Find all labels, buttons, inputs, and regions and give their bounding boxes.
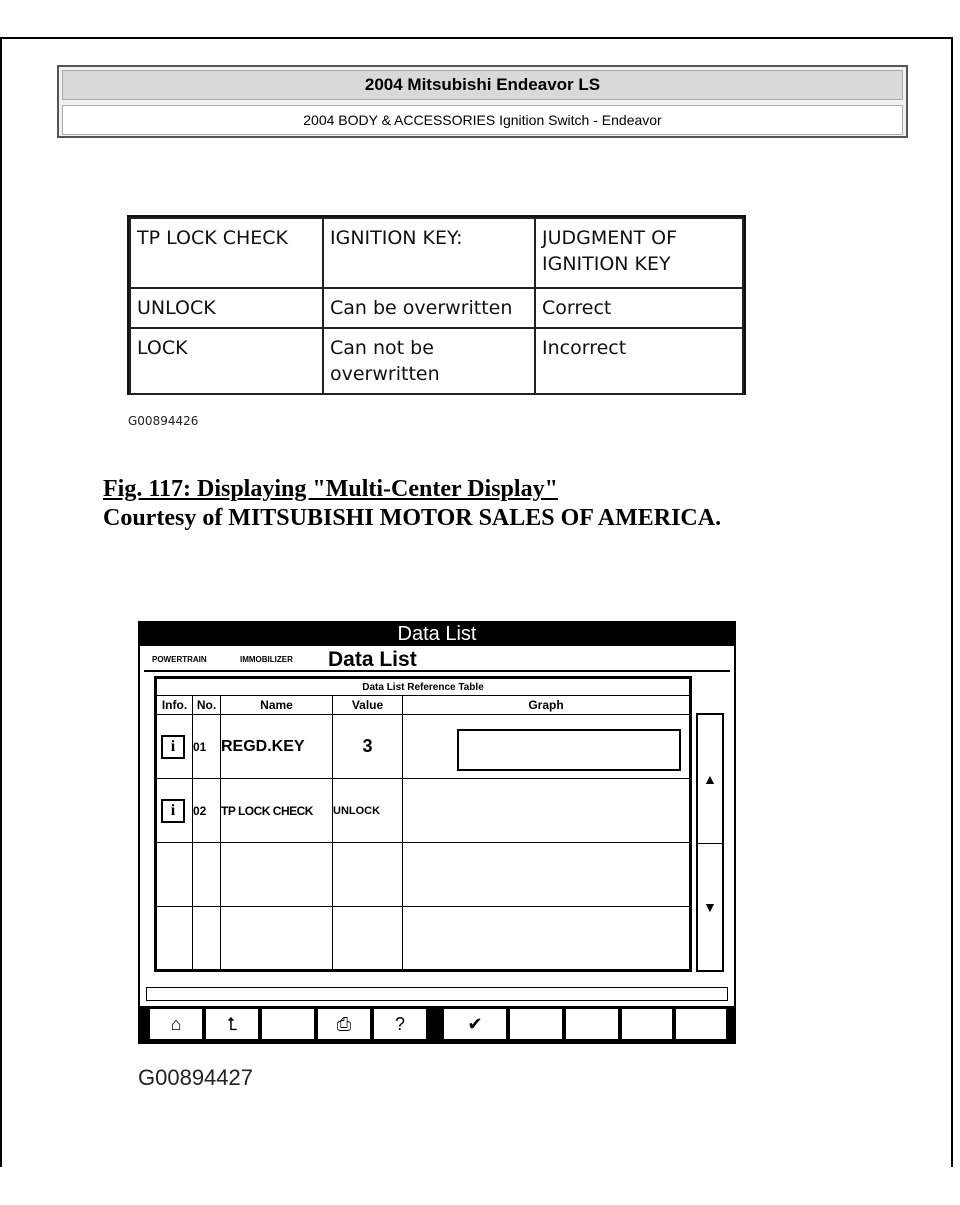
column-header-no: No. (193, 696, 221, 715)
data-list-screen (138, 621, 736, 1044)
home-icon[interactable]: ⌂ (150, 1009, 202, 1039)
back-icon[interactable]: ⮤ (206, 1009, 258, 1039)
figure-caption-title: Fig. 117: Displaying "Multi-Center Display" (103, 476, 558, 502)
column-header-graph: Graph (403, 696, 690, 715)
blank-button[interactable] (510, 1009, 562, 1039)
blank-button[interactable] (566, 1009, 618, 1039)
graph-box (457, 729, 681, 771)
info-icon[interactable]: i (161, 735, 185, 759)
table-header-tp-lock: TP LOCK CHECK (130, 218, 323, 288)
row-value: 3 (333, 715, 403, 779)
screen-title: Data List (140, 623, 734, 646)
figure-id: G00894426 (128, 414, 199, 428)
tab-immobilizer[interactable]: IMMOBILIZER (240, 655, 293, 664)
table-cell: LOCK (130, 328, 323, 394)
print-icon[interactable]: ⎙ (318, 1009, 370, 1039)
figure-id: G00894427 (138, 1065, 253, 1090)
table-cell: Can not be overwritten (323, 328, 535, 394)
table-cell: UNLOCK (130, 288, 323, 328)
table-cell: Can be overwritten (323, 288, 535, 328)
ignition-key-judgment-table (127, 215, 746, 395)
blank-button[interactable] (676, 1009, 726, 1039)
toolbar (140, 1006, 734, 1042)
blank-button[interactable] (262, 1009, 314, 1039)
graph-cell (403, 779, 690, 843)
table-cell: Correct (535, 288, 743, 328)
figure-caption-courtesy: Courtesy of MITSUBISHI MOTOR SALES OF AMERICA. (103, 505, 722, 531)
row-value: UNLOCK (333, 779, 403, 843)
table-cell: Incorrect (535, 328, 743, 394)
table-row (157, 843, 690, 907)
blank-button[interactable] (622, 1009, 672, 1039)
tab-powertrain[interactable]: POWERTRAIN (152, 655, 207, 664)
document-title: 2004 Mitsubishi Endeavor LS (62, 70, 903, 100)
row-name: TP LOCK CHECK (221, 779, 333, 843)
row-number: 01 (193, 715, 221, 779)
table-row (157, 715, 690, 779)
table-header-ignition-key: IGNITION KEY: (323, 218, 535, 288)
column-header-value: Value (333, 696, 403, 715)
table-row (157, 779, 690, 843)
help-icon[interactable]: ? (374, 1009, 426, 1039)
check-icon[interactable]: ✔ (444, 1009, 506, 1039)
table-row (157, 907, 690, 970)
row-name: REGD.KEY (221, 715, 333, 779)
column-header-name: Name (221, 696, 333, 715)
scroll-up-icon[interactable]: ▲ (703, 771, 717, 787)
table-header-judgment: JUDGMENT OF IGNITION KEY (535, 218, 743, 288)
tab-bar (144, 650, 730, 672)
status-strip (146, 987, 728, 1001)
row-number: 02 (193, 779, 221, 843)
document-header (57, 65, 908, 138)
scroll-down-icon[interactable]: ▼ (703, 899, 717, 915)
document-subtitle: 2004 BODY & ACCESSORIES Ignition Switch - Endeavor (62, 105, 903, 135)
tab-data-list[interactable]: Data List (328, 648, 417, 671)
data-list-table (154, 676, 692, 972)
info-icon[interactable]: i (161, 799, 185, 823)
scrollbar[interactable] (696, 713, 724, 972)
column-header-info: Info. (157, 696, 193, 715)
reference-table-title: Data List Reference Table (157, 679, 690, 696)
